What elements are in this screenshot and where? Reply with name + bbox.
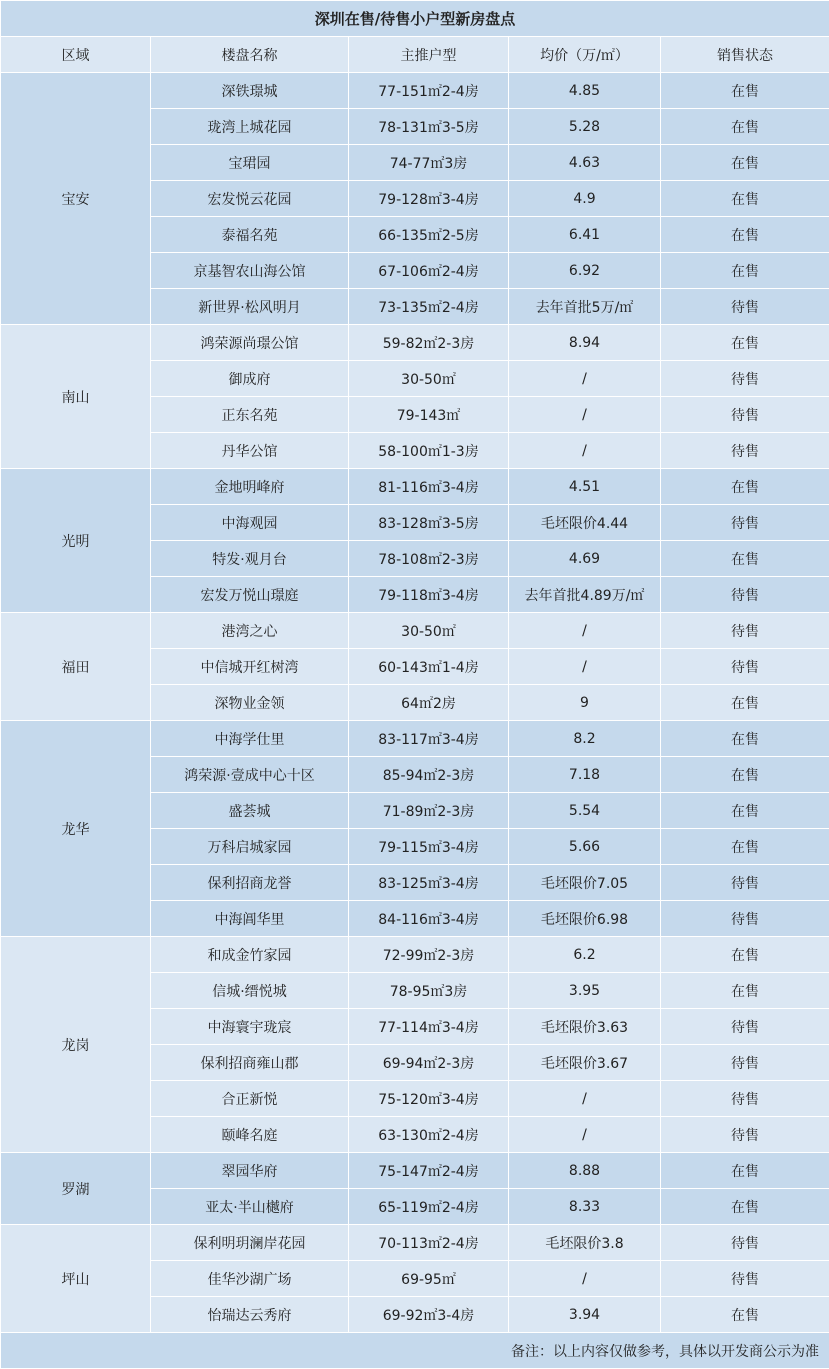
avg-price-cell: 毛坯限价3.67: [509, 1045, 661, 1081]
unit-type-cell: 85-94㎡2-3房: [349, 757, 509, 793]
unit-type-cell: 64㎡2房: [349, 685, 509, 721]
sale-status-cell: 在售: [661, 757, 829, 793]
note-row: [1, 1333, 829, 1369]
unit-type-cell: 58-100㎡1-3房: [349, 433, 509, 469]
avg-price-cell: 9: [509, 685, 661, 721]
unit-type-cell: 75-147㎡2-4房: [349, 1153, 509, 1189]
table-row: [1, 325, 829, 361]
project-name-cell: 港湾之心: [151, 613, 349, 649]
avg-price-cell: 4.9: [509, 181, 661, 217]
unit-type-cell: 67-106㎡2-4房: [349, 253, 509, 289]
project-name-cell: 正东名苑: [151, 397, 349, 433]
sale-status-cell: 在售: [661, 793, 829, 829]
avg-price-cell: 毛坯限价4.44: [509, 505, 661, 541]
unit-type-cell: 75-120㎡3-4房: [349, 1081, 509, 1117]
avg-price-cell: 毛坯限价3.63: [509, 1009, 661, 1045]
avg-price-cell: 8.33: [509, 1189, 661, 1225]
avg-price-cell: 6.2: [509, 937, 661, 973]
table-row: [1, 613, 829, 649]
unit-type-cell: 66-135㎡2-5房: [349, 217, 509, 253]
unit-type-cell: 78-108㎡2-3房: [349, 541, 509, 577]
project-name-cell: 信城·缙悦城: [151, 973, 349, 1009]
project-name-cell: 特发·观月台: [151, 541, 349, 577]
unit-type-cell: 83-125㎡3-4房: [349, 865, 509, 901]
sale-status-cell: 在售: [661, 73, 829, 109]
project-name-cell: 深铁璟城: [151, 73, 349, 109]
avg-price-cell: /: [509, 433, 661, 469]
project-name-cell: 宏发悦云花园: [151, 181, 349, 217]
sale-status-cell: 待售: [661, 577, 829, 613]
sale-status-cell: 在售: [661, 1153, 829, 1189]
unit-type-cell: 74-77㎡3房: [349, 145, 509, 181]
unit-type-cell: 59-82㎡2-3房: [349, 325, 509, 361]
project-name-cell: 中海观园: [151, 505, 349, 541]
sale-status-cell: 在售: [661, 109, 829, 145]
header-unit-type: 主推户型: [349, 37, 509, 73]
region-cell: 罗湖: [1, 1153, 151, 1225]
region-cell: 坪山: [1, 1225, 151, 1333]
project-name-cell: 御成府: [151, 361, 349, 397]
unit-type-cell: 79-115㎡3-4房: [349, 829, 509, 865]
region-cell: 光明: [1, 469, 151, 613]
avg-price-cell: 3.95: [509, 973, 661, 1009]
unit-type-cell: 65-119㎡2-4房: [349, 1189, 509, 1225]
avg-price-cell: 8.2: [509, 721, 661, 757]
project-name-cell: 宝珺园: [151, 145, 349, 181]
sale-status-cell: 待售: [661, 865, 829, 901]
table-row: [1, 469, 829, 505]
sale-status-cell: 待售: [661, 361, 829, 397]
sale-status-cell: 在售: [661, 1189, 829, 1225]
sale-status-cell: 待售: [661, 289, 829, 325]
sale-status-cell: 待售: [661, 613, 829, 649]
sale-status-cell: 待售: [661, 505, 829, 541]
footnote: 备注：以上内容仅做参考，具体以开发商公示为准: [1, 1333, 829, 1369]
project-name-cell: 深物业金领: [151, 685, 349, 721]
avg-price-cell: 6.41: [509, 217, 661, 253]
avg-price-cell: 8.88: [509, 1153, 661, 1189]
region-cell: 龙华: [1, 721, 151, 937]
unit-type-cell: 77-114㎡3-4房: [349, 1009, 509, 1045]
project-name-cell: 中海阊华里: [151, 901, 349, 937]
avg-price-cell: 3.94: [509, 1297, 661, 1333]
unit-type-cell: 69-95㎡: [349, 1261, 509, 1297]
title-row: [1, 1, 829, 37]
project-name-cell: 中海学仕里: [151, 721, 349, 757]
project-name-cell: 泰福名苑: [151, 217, 349, 253]
avg-price-cell: /: [509, 1081, 661, 1117]
avg-price-cell: 8.94: [509, 325, 661, 361]
project-name-cell: 丹华公馆: [151, 433, 349, 469]
project-name-cell: 中海寰宇珑宸: [151, 1009, 349, 1045]
table-row: [1, 1153, 829, 1189]
sale-status-cell: 待售: [661, 1081, 829, 1117]
project-name-cell: 珑湾上城花园: [151, 109, 349, 145]
project-name-cell: 鸿荣源·壹成中心十区: [151, 757, 349, 793]
avg-price-cell: 4.69: [509, 541, 661, 577]
avg-price-cell: 4.85: [509, 73, 661, 109]
unit-type-cell: 30-50㎡: [349, 361, 509, 397]
unit-type-cell: 69-94㎡2-3房: [349, 1045, 509, 1081]
project-name-cell: 鸿荣源尚璟公馆: [151, 325, 349, 361]
unit-type-cell: 60-143㎡1-4房: [349, 649, 509, 685]
sale-status-cell: 待售: [661, 1117, 829, 1153]
project-name-cell: 宏发万悦山璟庭: [151, 577, 349, 613]
project-name-cell: 金地明峰府: [151, 469, 349, 505]
avg-price-cell: 4.63: [509, 145, 661, 181]
avg-price-cell: 5.66: [509, 829, 661, 865]
region-cell: 宝安: [1, 73, 151, 325]
avg-price-cell: 去年首批4.89万/㎡: [509, 577, 661, 613]
unit-type-cell: 79-128㎡3-4房: [349, 181, 509, 217]
sale-status-cell: 待售: [661, 649, 829, 685]
sale-status-cell: 待售: [661, 1045, 829, 1081]
sale-status-cell: 待售: [661, 433, 829, 469]
avg-price-cell: /: [509, 361, 661, 397]
sale-status-cell: 在售: [661, 937, 829, 973]
region-cell: 龙岗: [1, 937, 151, 1153]
unit-type-cell: 69-92㎡3-4房: [349, 1297, 509, 1333]
table-title: 深圳在售/待售小户型新房盘点: [1, 1, 829, 37]
unit-type-cell: 83-128㎡3-5房: [349, 505, 509, 541]
sale-status-cell: 在售: [661, 145, 829, 181]
header-row: [1, 37, 829, 73]
project-name-cell: 京基智农山海公馆: [151, 253, 349, 289]
header-project-name: 楼盘名称: [151, 37, 349, 73]
sale-status-cell: 在售: [661, 1297, 829, 1333]
avg-price-cell: /: [509, 397, 661, 433]
project-name-cell: 保利明玥澜岸花园: [151, 1225, 349, 1261]
unit-type-cell: 79-143㎡: [349, 397, 509, 433]
sale-status-cell: 在售: [661, 181, 829, 217]
project-name-cell: 和成金竹家园: [151, 937, 349, 973]
sale-status-cell: 待售: [661, 397, 829, 433]
avg-price-cell: 6.92: [509, 253, 661, 289]
sale-status-cell: 待售: [661, 1261, 829, 1297]
region-cell: 南山: [1, 325, 151, 469]
avg-price-cell: /: [509, 613, 661, 649]
table-body: [1, 1, 829, 1369]
sale-status-cell: 在售: [661, 325, 829, 361]
project-name-cell: 盛荟城: [151, 793, 349, 829]
unit-type-cell: 81-116㎡3-4房: [349, 469, 509, 505]
sale-status-cell: 在售: [661, 973, 829, 1009]
header-sale-status: 销售状态: [661, 37, 829, 73]
table-row: [1, 73, 829, 109]
unit-type-cell: 71-89㎡2-3房: [349, 793, 509, 829]
sale-status-cell: 在售: [661, 541, 829, 577]
sale-status-cell: 待售: [661, 1009, 829, 1045]
project-name-cell: 万科启城家园: [151, 829, 349, 865]
avg-price-cell: 5.28: [509, 109, 661, 145]
unit-type-cell: 78-95㎡3房: [349, 973, 509, 1009]
header-avg-price: 均价（万/㎡）: [509, 37, 661, 73]
sale-status-cell: 在售: [661, 253, 829, 289]
table-row: [1, 937, 829, 973]
project-name-cell: 颐峰名庭: [151, 1117, 349, 1153]
avg-price-cell: /: [509, 1117, 661, 1153]
project-name-cell: 怡瑞达云秀府: [151, 1297, 349, 1333]
unit-type-cell: 30-50㎡: [349, 613, 509, 649]
avg-price-cell: 去年首批5万/㎡: [509, 289, 661, 325]
project-name-cell: 保利招商雍山郡: [151, 1045, 349, 1081]
unit-type-cell: 72-99㎡2-3房: [349, 937, 509, 973]
avg-price-cell: 5.54: [509, 793, 661, 829]
sale-status-cell: 在售: [661, 829, 829, 865]
sale-status-cell: 待售: [661, 1225, 829, 1261]
unit-type-cell: 78-131㎡3-5房: [349, 109, 509, 145]
sale-status-cell: 在售: [661, 721, 829, 757]
avg-price-cell: 毛坯限价7.05: [509, 865, 661, 901]
header-region: 区域: [1, 37, 151, 73]
unit-type-cell: 70-113㎡2-4房: [349, 1225, 509, 1261]
avg-price-cell: 毛坯限价3.8: [509, 1225, 661, 1261]
project-name-cell: 新世界·松风明月: [151, 289, 349, 325]
project-name-cell: 保利招商龙誉: [151, 865, 349, 901]
region-cell: 福田: [1, 613, 151, 721]
avg-price-cell: /: [509, 1261, 661, 1297]
sale-status-cell: 在售: [661, 217, 829, 253]
sale-status-cell: 在售: [661, 685, 829, 721]
unit-type-cell: 83-117㎡3-4房: [349, 721, 509, 757]
unit-type-cell: 73-135㎡2-4房: [349, 289, 509, 325]
avg-price-cell: /: [509, 649, 661, 685]
unit-type-cell: 79-118㎡3-4房: [349, 577, 509, 613]
avg-price-cell: 毛坯限价6.98: [509, 901, 661, 937]
project-name-cell: 佳华沙湖广场: [151, 1261, 349, 1297]
table-row: [1, 1225, 829, 1261]
unit-type-cell: 77-151㎡2-4房: [349, 73, 509, 109]
table-row: [1, 721, 829, 757]
project-name-cell: 中信城开红树湾: [151, 649, 349, 685]
sale-status-cell: 在售: [661, 469, 829, 505]
project-name-cell: 翠园华府: [151, 1153, 349, 1189]
avg-price-cell: 7.18: [509, 757, 661, 793]
project-name-cell: 合正新悦: [151, 1081, 349, 1117]
unit-type-cell: 84-116㎡3-4房: [349, 901, 509, 937]
sale-status-cell: 待售: [661, 901, 829, 937]
unit-type-cell: 63-130㎡2-4房: [349, 1117, 509, 1153]
avg-price-cell: 4.51: [509, 469, 661, 505]
project-name-cell: 亚太·半山樾府: [151, 1189, 349, 1225]
